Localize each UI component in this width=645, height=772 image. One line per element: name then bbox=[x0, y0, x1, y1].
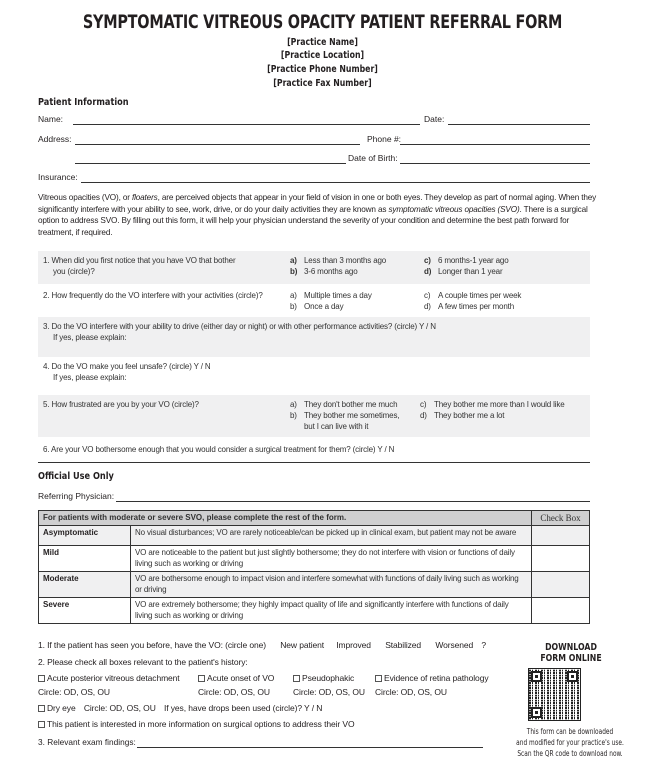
q5-option-b-cont: but I can live with it bbox=[304, 422, 369, 431]
history-label: Evidence of retina pathology bbox=[384, 673, 489, 683]
option-key: d) bbox=[424, 267, 432, 276]
severity-level: Severe bbox=[39, 598, 131, 624]
intro-svo-term: symptomatic vitreous opacities (SVO) bbox=[388, 204, 520, 214]
option-label: A couple times per week bbox=[438, 291, 522, 300]
option-label: They bother me sometimes, bbox=[304, 411, 400, 420]
checkbox-dry-eye[interactable] bbox=[38, 705, 45, 712]
history-pvd[interactable] bbox=[38, 673, 180, 683]
severity-table bbox=[38, 510, 590, 624]
q5-option-a[interactable] bbox=[290, 400, 397, 409]
practice-location: [Practice Location] bbox=[280, 50, 365, 61]
download-note-2: and modified for your practice's use. bbox=[516, 738, 624, 747]
exam-findings-row bbox=[38, 737, 498, 751]
severity-checkbox-severe[interactable] bbox=[532, 598, 590, 624]
phone-label: Phone #: bbox=[367, 134, 402, 144]
dob-label: Date of Birth: bbox=[348, 153, 398, 163]
option-key: d) bbox=[420, 411, 427, 420]
q5-option-b[interactable] bbox=[290, 411, 399, 420]
section-divider bbox=[38, 462, 590, 463]
checkbox-retina[interactable] bbox=[375, 675, 382, 682]
option-label: 6 months-1 year ago bbox=[438, 256, 509, 265]
history-retina[interactable] bbox=[375, 673, 488, 683]
referring-physician-row bbox=[38, 491, 590, 505]
severity-description: VO are bothersome enough to impact vision and interfere somewhat with functions of daily living such as working or driving bbox=[131, 572, 532, 598]
qr-finder-bottom-left bbox=[531, 707, 542, 718]
check-box-header: Check Box bbox=[532, 511, 590, 526]
address2-dob-row bbox=[38, 153, 590, 167]
option-key: b) bbox=[290, 267, 298, 276]
severity-description: VO are noticeable to the patient but just slightly bothersome; they do not interfere with vision or functions of daily living such as working or driving bbox=[131, 546, 532, 572]
q4-text: 4. Do the VO make you feel unsafe? (circle) Y / N bbox=[43, 362, 211, 371]
dry-eye-label: Dry eye bbox=[47, 703, 76, 713]
option-new-patient[interactable]: New patient bbox=[280, 640, 325, 650]
option-key: a) bbox=[290, 400, 297, 409]
option-key: b) bbox=[290, 411, 297, 420]
severity-level: Mild bbox=[39, 546, 131, 572]
severity-description: No visual disturbances; VO are rarely noticeable/can be picked up in clinical exam, but patient may not be aware bbox=[131, 526, 532, 546]
table-row bbox=[39, 598, 590, 624]
date-field[interactable] bbox=[448, 124, 590, 125]
table-row bbox=[39, 572, 590, 598]
severity-table-instruction: For patients with moderate or severe SVO, please complete the rest of the form. bbox=[39, 511, 532, 526]
name-label: Name: bbox=[38, 114, 64, 124]
dry-eye-drops[interactable]: If yes, have drops been used (circle)? Y / N bbox=[164, 703, 323, 713]
practice-phone: [Practice Phone Number] bbox=[267, 64, 378, 75]
q1-text: 1. When did you first notice that you have VO that bother bbox=[43, 256, 236, 265]
followup-q1-label: 1. If the patient has seen you before, have the VO: (circle one) bbox=[38, 640, 266, 650]
option-key: c) bbox=[420, 400, 427, 409]
history-label: Acute onset of VO bbox=[207, 673, 275, 683]
q6-text: 6. Are your VO bothersome enough that you would consider a surgical treatment for them? (circle) Y / N bbox=[43, 445, 395, 454]
history-retina-circle[interactable]: Circle: OD, OS, OU bbox=[375, 687, 447, 697]
severity-checkbox-moderate[interactable] bbox=[532, 572, 590, 598]
option-label: Multiple times a day bbox=[304, 291, 372, 300]
option-label: Less than 3 months ago bbox=[304, 256, 387, 265]
q3-text: 3. Do the VO interfere with your ability to drive (either day or night) or with other performance activities? (circle) Y / N bbox=[43, 322, 436, 331]
intro-text-3: . There is a surgical option to address SVO. By filling out this form, it will help your physician understand the severity of your condition and determine the best path forward for treatment, if required. bbox=[38, 204, 588, 237]
history-pseudophakic-circle[interactable]: Circle: OD, OS, OU bbox=[293, 687, 365, 697]
download-title-1: DOWNLOAD bbox=[545, 642, 597, 653]
followup-q2-label: 2. Please check all boxes relevant to the patient's history: bbox=[38, 657, 248, 667]
severity-checkbox-asymptomatic[interactable] bbox=[532, 526, 590, 546]
table-row bbox=[39, 546, 590, 572]
q1-text-line2: you (circle)? bbox=[53, 267, 95, 276]
address-line2-field[interactable] bbox=[75, 163, 346, 164]
q2-option-b[interactable] bbox=[290, 302, 343, 311]
exam-findings-label: 3. Relevant exam findings: bbox=[38, 737, 136, 747]
qr-finder-top-right bbox=[567, 671, 578, 682]
date-label: Date: bbox=[424, 114, 445, 124]
option-key: d) bbox=[424, 302, 431, 311]
option-stabilized[interactable]: Stabilized bbox=[385, 640, 422, 650]
severity-checkbox-mild[interactable] bbox=[532, 546, 590, 572]
q1-option-b[interactable] bbox=[290, 267, 358, 276]
history-acute-onset-circle[interactable]: Circle: OD, OS, OU bbox=[198, 687, 270, 697]
option-key: b) bbox=[290, 302, 297, 311]
option-key: a) bbox=[290, 256, 297, 265]
q1-option-c[interactable] bbox=[424, 256, 509, 265]
option-key: a) bbox=[290, 291, 297, 300]
intro-text-1: Vitreous opacities (VO), or bbox=[38, 193, 132, 202]
checkbox-surgical-interest[interactable] bbox=[38, 721, 45, 728]
option-key: c) bbox=[424, 291, 431, 300]
q1-option-d[interactable] bbox=[424, 267, 502, 276]
table-row bbox=[39, 526, 590, 546]
option-label: A few times per month bbox=[438, 302, 514, 311]
surgical-interest-label: This patient is interested in more information on surgical options to address their VO bbox=[47, 719, 355, 729]
practice-fax: [Practice Fax Number] bbox=[273, 78, 372, 89]
intro-text-2: , are perceived objects that appear in your field of vision in one or both eyes. They develop as part of normal aging. When they significantly interfere with your ability to see, work, drive, or do your daily activities they are known as bbox=[38, 193, 597, 214]
exam-findings-field[interactable] bbox=[137, 747, 483, 748]
qr-code-icon[interactable] bbox=[528, 668, 581, 721]
history-pseudophakic[interactable] bbox=[293, 673, 354, 683]
option-improved[interactable]: Improved bbox=[336, 640, 371, 650]
checkbox-acute-onset[interactable] bbox=[198, 675, 205, 682]
q5-option-c[interactable] bbox=[420, 400, 565, 409]
patient-info-heading: Patient Information bbox=[38, 97, 129, 108]
phone-field[interactable] bbox=[400, 144, 590, 145]
q2-text: 2. How frequently do the VO interfere with your activities (circle)? bbox=[43, 291, 263, 300]
download-title-2: FORM ONLINE bbox=[540, 653, 602, 664]
qr-finder-top-left bbox=[531, 671, 542, 682]
option-label: 3-6 months ago bbox=[304, 267, 358, 276]
severity-level: Moderate bbox=[39, 572, 131, 598]
q5-option-d[interactable] bbox=[420, 411, 504, 420]
surgical-interest[interactable] bbox=[38, 719, 354, 729]
option-worsened[interactable]: Worsened bbox=[435, 640, 474, 650]
dob-field[interactable] bbox=[400, 163, 590, 164]
name-field[interactable] bbox=[73, 124, 420, 125]
option-label: Once a day bbox=[304, 302, 344, 311]
q3-explain-label: If yes, please explain: bbox=[53, 333, 127, 342]
address-label: Address: bbox=[38, 134, 72, 144]
q4-explain-label: If yes, please explain: bbox=[53, 373, 127, 382]
practice-name: [Practice Name] bbox=[287, 37, 358, 48]
referring-physician-field[interactable] bbox=[116, 501, 590, 502]
severity-level: Asymptomatic bbox=[39, 526, 131, 546]
q2-option-a[interactable] bbox=[290, 291, 372, 300]
referring-physician-label: Referring Physician: bbox=[38, 491, 115, 501]
form-title: SYMPTOMATIC VITREOUS OPACITY PATIENT REFERRAL FORM bbox=[82, 12, 563, 33]
option-label: They don't bother me much bbox=[304, 400, 398, 409]
history-dry-eye bbox=[38, 703, 322, 713]
option-label: They bother me more than I would like bbox=[434, 400, 565, 409]
history-pvd-circle[interactable]: Circle: OD, OS, OU bbox=[38, 687, 110, 697]
download-note-1: This form can be downloaded bbox=[526, 727, 614, 736]
insurance-field[interactable] bbox=[81, 182, 590, 183]
history-acute-onset[interactable] bbox=[198, 673, 274, 683]
insurance-row bbox=[38, 172, 590, 186]
severity-description: VO are extremely bothersome; they highly impact quality of life and significantly interfere with functions of daily living such as working or driving bbox=[131, 598, 532, 624]
history-label: Pseudophakic bbox=[302, 673, 355, 683]
severity-table-header bbox=[39, 511, 590, 526]
q5-text: 5. How frustrated are you by your VO (circle)? bbox=[43, 400, 199, 409]
checkbox-pseudophakic[interactable] bbox=[293, 675, 300, 682]
name-date-row bbox=[38, 114, 590, 128]
official-use-heading: Official Use Only bbox=[38, 471, 114, 482]
history-label: Acute posterior vitreous detachment bbox=[47, 673, 180, 683]
option-unknown[interactable]: ? bbox=[481, 640, 487, 650]
address-phone-row bbox=[38, 134, 590, 148]
option-label: Longer than 1 year bbox=[438, 267, 503, 276]
q2-option-d[interactable] bbox=[424, 302, 514, 311]
intro-paragraph bbox=[38, 192, 598, 238]
download-note-3: Scan the QR code to download now. bbox=[517, 749, 623, 758]
insurance-label: Insurance: bbox=[38, 172, 78, 182]
address-field[interactable] bbox=[75, 144, 360, 145]
checkbox-pvd[interactable] bbox=[38, 675, 45, 682]
dry-eye-circle[interactable]: Circle: OD, OS, OU bbox=[83, 703, 156, 713]
followup-q1 bbox=[38, 640, 486, 650]
option-label: They bother me a lot bbox=[434, 411, 505, 420]
q1-option-a[interactable] bbox=[290, 256, 386, 265]
intro-floaters: floaters bbox=[131, 193, 158, 202]
option-key: c) bbox=[424, 256, 431, 265]
q2-option-c[interactable] bbox=[424, 291, 521, 300]
